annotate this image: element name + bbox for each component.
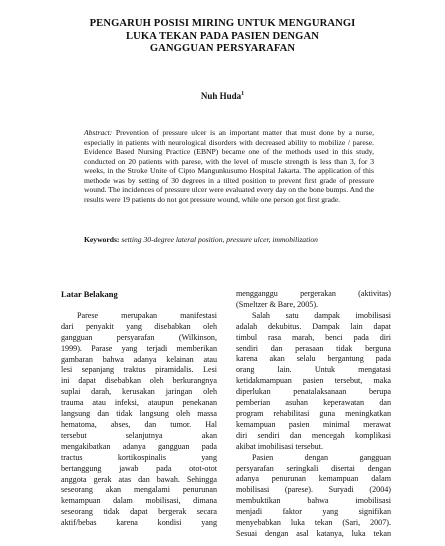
author-affiliation-mark: 1 (241, 91, 245, 97)
text-line: seseorang tidak dapat bergerak secara (61, 507, 217, 517)
text-line: timbul rasa marah, benci pada diri (236, 332, 391, 342)
text-line: karena akan selalu bergantung pada (236, 354, 391, 364)
text-line: menjadi faktor yang signifikan (236, 507, 391, 517)
text-line: diperlukan penatalaksanaan berupa (236, 387, 391, 397)
abstract (84, 128, 374, 204)
left-column-body (61, 311, 217, 529)
text-line: bertanggung jawab pada otot-otot (61, 463, 217, 473)
text-line: adalah dekubitus. Dampak lain dapat (236, 321, 391, 331)
text-line: Parese merupakan manifestasi (77, 310, 217, 320)
text-line: kemampuan pasien minimal merawat (236, 419, 391, 429)
text-line: adanya penurunan kemampuan dalam (236, 474, 391, 484)
author-name: Nuh Huda (200, 91, 242, 101)
text-line: mengganggu pergerakan (aktivitas) (236, 289, 391, 298)
left-column (61, 289, 217, 529)
text-line: Salah satu dampak imobilisasi (252, 310, 391, 320)
right-column (236, 289, 391, 540)
abstract-label: Abstract: (84, 128, 113, 137)
text-line: persyarafan seringkali disertai dengan (236, 463, 391, 473)
keywords-text: setting 30-degree lateral position, pressure ulcer, immobilization (121, 235, 318, 244)
text-line: Pasien dengan gangguan (252, 452, 391, 462)
text-line: dari penyakit yang disebabkan oleh (61, 321, 217, 331)
text-line: 1999). Parase yang terjadi memberikan (61, 343, 217, 353)
author (0, 91, 445, 101)
keywords (84, 235, 384, 245)
text-line: Sesuai dengan asal katanya, luka tekan (236, 528, 391, 538)
text-line: mengakibatkan adanya gangguan pada (61, 441, 217, 451)
text-line: aktif/bebas karena kondisi yang (61, 518, 217, 528)
abstract-text: Prevention of pressure ulcer is an important matter that must done by a nurse, especially in patients with neurological disorders with decreased ability to mobilize / parese. Evidence Based Nursing Practice (EBNP) became one of the methods used in this study, conducted on 20 patients with parese, with the level of muscle strength is less than 3, for 3 weeks, in the Stroke Unite of Cipto Mangunkusumo Hospital Jakarta. The application of this methode was by setting of 30 degrees in a tilted position to prevent first grade of pressure wound. The incidences of pressure ulcer were evaluated every day on the bone bumps. And the results were 19 patients do not got pressure wound, while one person got first grade. (84, 128, 374, 204)
text-line: tersebut selanjutnya akan (61, 430, 217, 440)
section-heading: Latar Belakang (61, 289, 118, 299)
text-line: langsung dan tidak langsung oleh massa (61, 409, 217, 419)
text-line: sendiri dan perasaan tidak berguna (236, 343, 391, 353)
text-line: hematoma, abses, dan tumor. Hal (61, 419, 217, 429)
title-line: LUKA TEKAN PADA PASIEN DENGAN (125, 30, 320, 42)
text-line: ketidakmampuan pasien tersebut, maka (236, 376, 391, 386)
text-line: membuktikan bahwa imobilisasi (236, 496, 391, 506)
text-line: tractus kortikospinalis yang (61, 452, 217, 462)
text-line: suplai darah, kerusakan jaringan oleh (61, 387, 217, 397)
text-line: menyebabkan luka tekan (Sari, 2007). (236, 518, 391, 528)
right-column-body (236, 289, 391, 540)
keywords-label: Keywords: (84, 235, 120, 244)
text-line: kemampuan dalam mobilisasi, dimana (61, 496, 217, 506)
title-line: PENGARUH POSISI MIRING UNTUK MENGURANGI (89, 18, 356, 29)
text-line: pemberian asuhan keperawatan dan (236, 398, 391, 408)
text-line: ini dapat disebabkan oleh berkurangnya (61, 376, 217, 386)
paper-title (60, 18, 385, 56)
text-line: seseorang akan mengalami penurunan (61, 485, 217, 495)
text-line: lesi sepanjang traktus piramidalis. Lesi (61, 365, 217, 375)
text-line: gambaran bahwa adanya kelainan atau (61, 354, 217, 364)
text-line: akibat imobilisasi tersebut. (236, 441, 323, 451)
text-line: anggota gerak atas dan bawah. Sehingga (61, 474, 217, 484)
text-line: program rehabilitasi guna meningkatkan (236, 408, 391, 418)
text-line: (Smeltzer & Bare, 2005). (236, 299, 319, 309)
text-line: diri sendiri dan mencegah komplikasi (236, 430, 391, 440)
text-line: orang lain. Untuk mengatasi (236, 365, 391, 375)
text-line: gangguan persyarafan (Wilkinson, (61, 332, 217, 342)
text-line: trauma atau infeksi, ataupun penekanan (61, 398, 217, 408)
text-line: mobilisasi (parese). Suryadi (2004) (236, 485, 391, 495)
title-line: GANGGUAN PERSYARAFAN (149, 43, 296, 54)
